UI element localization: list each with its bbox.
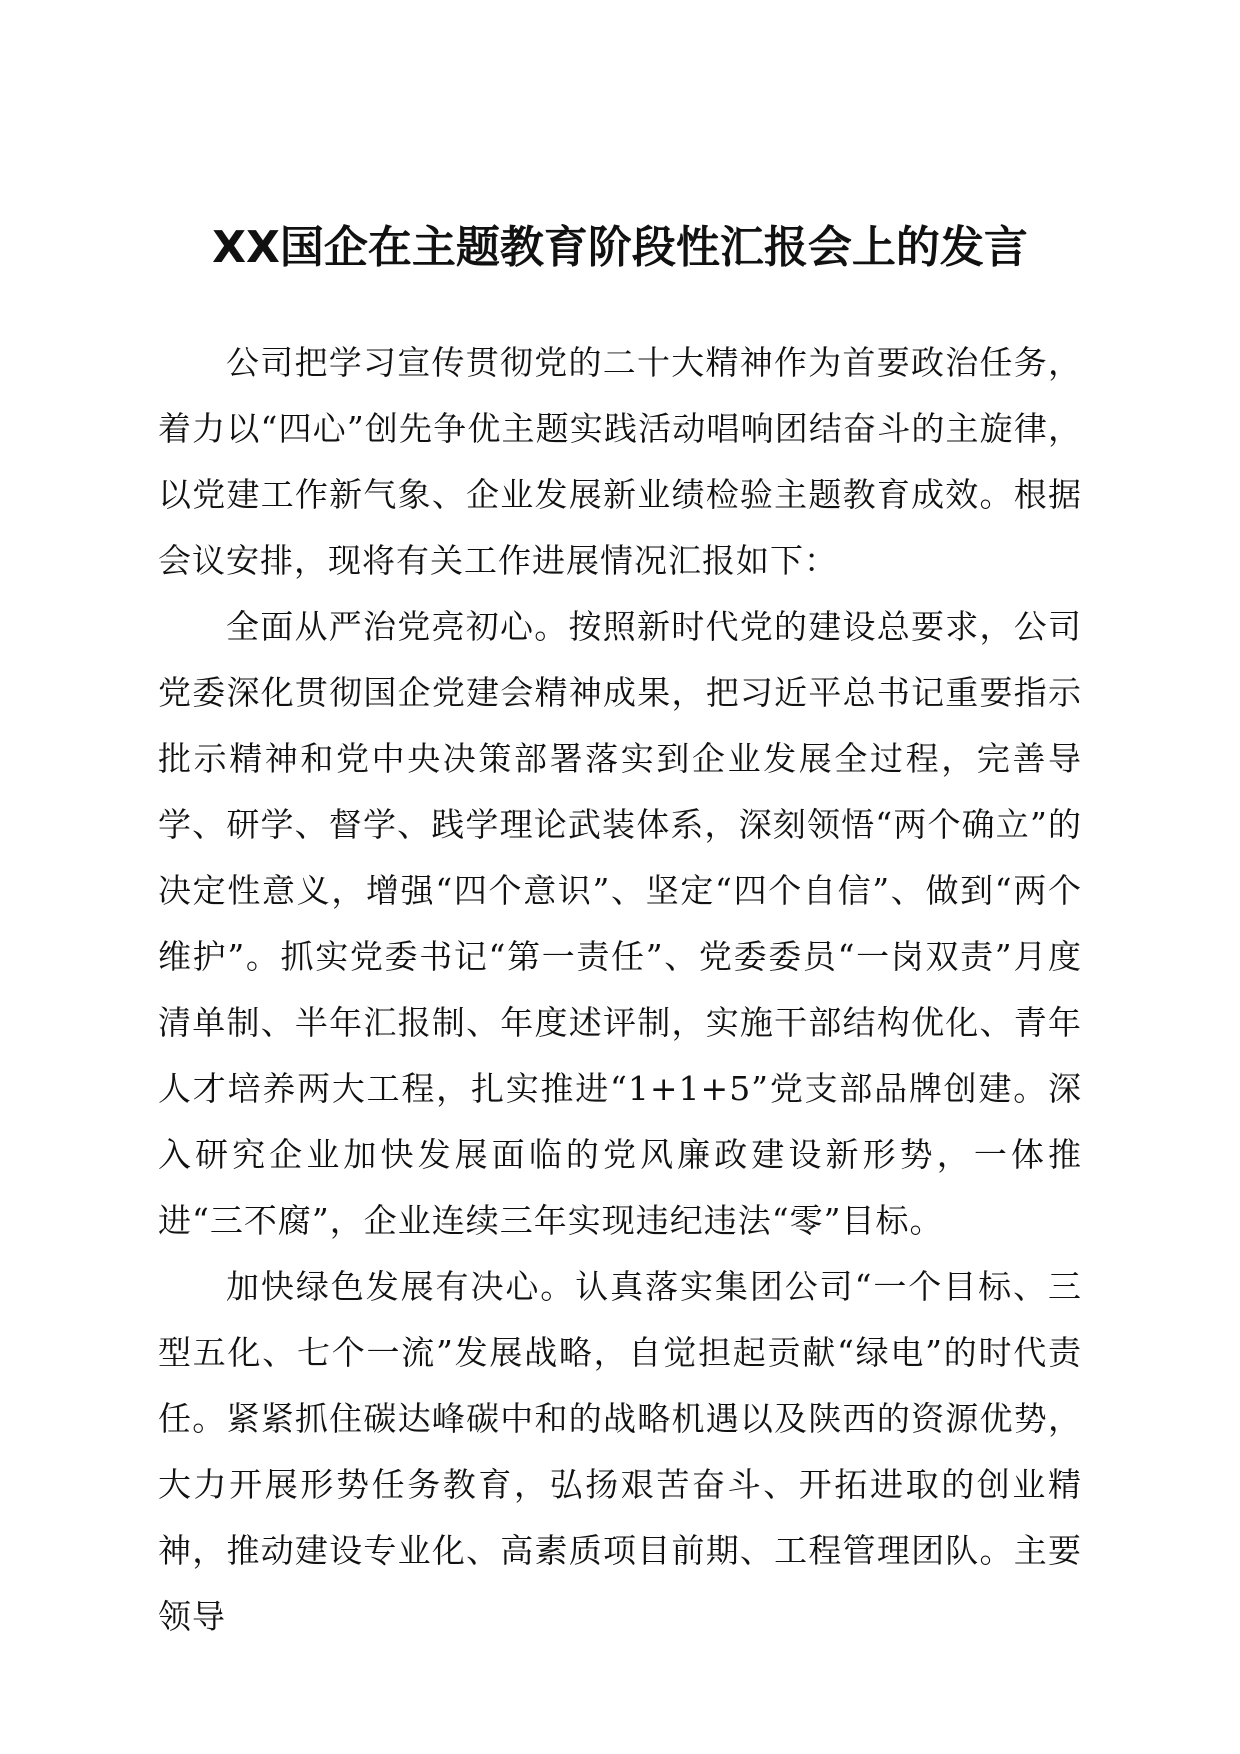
- paragraph-green-development: 加快绿色发展有决心。认真落实集团公司“一个目标、三型五化、七个一流”发展战略，自觉担起贡献“绿电”的时代责任。紧紧抓住碳达峰碳中和的战略机遇以及陕西的资源优势，大力开展形势任务教育，弘扬艰苦奋斗、开拓进取的创业精神，推动建设专业化、高素质项目前期、工程管理团队。主要领导: [158, 1267, 1082, 1636]
- document-title: XX国企在主题教育阶段性汇报会上的发言: [212, 222, 1028, 273]
- document-body: [158, 330, 1082, 1650]
- paragraph-party-governance: 全面从严治党亮初心。按照新时代党的建设总要求，公司党委深化贯彻国企党建会精神成果，把习近平总书记重要指示批示精神和党中央决策部署落实到企业发展全过程，完善导学、研学、督学、践学理论武装体系，深刻领悟“两个确立”的决定性意义，增强“四个意识”、坚定“四个自信”、做到“两个维护”。抓实党委书记“第一责任”、党委委员“一岗双责”月度清单制、半年汇报制、年度述评制，实施干部结构优化、青年人才培养两大工程，扎实推进“1+1+5”党支部品牌创建。深入研究企业加快发展面临的党风廉政建设新形势，一体推进“三不腐”，企业连续三年实现违纪违法“零”目标。: [158, 607, 1082, 1240]
- paragraph-intro: 公司把学习宣传贯彻党的二十大精神作为首要政治任务，着力以“四心”创先争优主题实践活动唱响团结奋斗的主旋律，以党建工作新气象、企业发展新业绩检验主题教育成效。根据会议安排，现将有关工作进展情况汇报如下：: [158, 343, 1082, 580]
